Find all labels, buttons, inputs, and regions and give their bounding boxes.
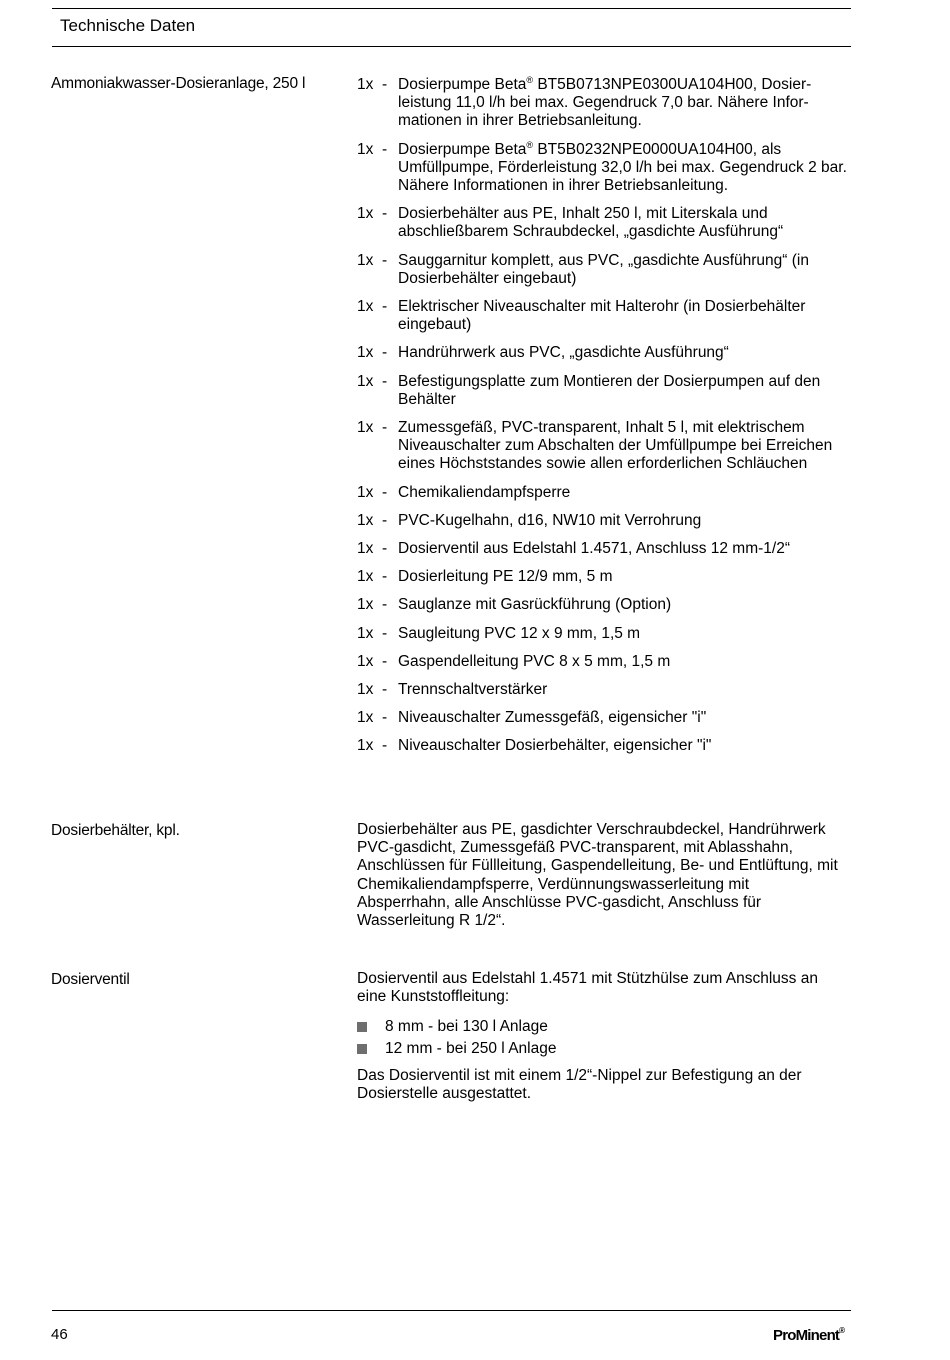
bullet-text: 8 mm - bei 130 l Anlage [385,1018,548,1035]
item-quantity: 1x [357,681,374,699]
item-text: Elektrischer Niveauschalter mit Halterohr (in Dosierbehälter eingebaut) [398,298,806,334]
section-label-anlage: Ammoniakwasser-Dosieranlage, 250 l [51,75,306,92]
square-bullet-icon [357,1022,367,1032]
ventil-bullet-list [357,1016,556,1060]
item-dash: - [382,709,388,727]
header-bottom-rule [52,46,851,47]
list-item [357,512,851,530]
item-text: Saugleitung PVC 12 x 9 mm, 1,5 m [398,624,641,642]
anlage-item-list [357,76,851,766]
item-dash: - [382,298,388,316]
item-dash: - [382,540,388,558]
bullet-text: 12 mm - bei 250 l Anlage [385,1040,557,1057]
ventil-intro: Dosierventil aus Edelstahl 1.4571 mit Stützhülse zum Anschluss an eine Kunststoffleitung: [357,970,818,1006]
list-item [357,1038,556,1060]
item-quantity: 1x [357,298,374,316]
item-text: Sauglanze mit Gasrückführung (Option) [398,596,672,614]
item-text: Niveauschalter Zumessgefäß, eigensicher "i" [398,709,707,727]
item-text: Dosierleitung PE 12/9 mm, 5 m [398,568,613,586]
list-item [357,625,851,643]
item-text: Dosierventil aus Edelstahl 1.4571, Anschluss 12 mm-1/2“ [398,540,791,558]
item-quantity: 1x [357,737,374,755]
item-quantity: 1x [357,344,374,362]
item-dash: - [382,568,388,586]
list-item [357,653,851,671]
item-quantity: 1x [357,709,374,727]
item-quantity: 1x [357,76,374,93]
item-text [398,141,851,196]
list-item [357,205,851,241]
item-quantity: 1x [357,372,374,390]
behaelter-description: Dosierbehälter aus PE, gasdichter Verschraubdeckel, Handrührwerk PVC-gasdicht, Zumessgefäß PVC-transparent, mit Ablasshahn, Anschlüssen für Füllleitung, Gaspendelleitung, Be- und Entlüftung, mit Chemikaliendampfsperre, Verdünnungswasserleitung mit Absperrhahn, alle Anschlüsse PVC-gasdicht, Anschluss für Wasserleitung R 1/2“. [357,821,838,930]
list-item [357,596,851,614]
list-item [357,709,851,727]
item-dash: - [382,624,388,642]
item-quantity: 1x [357,568,374,586]
item-text: Zumessgefäß, PVC-transparent, Inhalt 5 l, mit elektrischem Niveauschalter zum Abschalten der Umfüllpumpe bei Erreichen eines Höchststandes sowie allen erforderlichen Schläuchen [398,419,833,473]
square-bullet-icon [357,1044,367,1054]
item-dash: - [382,681,388,699]
item-text-start: Dosierpumpe Beta [398,76,527,93]
item-dash: - [382,596,388,614]
page-number: 46 [51,1326,68,1343]
item-text-start: Dosierpumpe Beta [398,140,527,158]
item-quantity: 1x [357,483,374,501]
list-item [357,484,851,502]
item-dash: - [382,419,388,437]
item-text: Gaspendelleitung PVC 8 x 5 mm, 1,5 m [398,652,671,670]
item-text [398,76,851,131]
registered-mark: ® [526,139,534,150]
list-item [357,373,851,409]
list-item [357,298,851,334]
prominent-logo [773,1327,845,1344]
item-text: Befestigungsplatte zum Montieren der Dosierpumpen auf den Behälter [398,372,821,408]
registered-mark: ® [526,75,534,85]
item-quantity: 1x [357,624,374,642]
list-item [357,419,851,474]
item-dash: - [382,251,388,269]
list-item [357,540,851,558]
list-item [357,568,851,586]
item-dash: - [382,140,388,158]
item-dash: - [382,511,388,529]
section-label-behaelter: Dosierbehälter, kpl. [51,822,180,839]
item-dash: - [382,483,388,501]
item-quantity: 1x [357,419,374,437]
footer-rule [52,1310,851,1311]
item-dash: - [382,652,388,670]
list-item [357,141,851,196]
item-dash: - [382,372,388,390]
list-item [357,76,851,131]
list-item [357,344,851,362]
list-item [357,252,851,288]
logo-registered-mark: ® [839,1326,846,1335]
item-quantity: 1x [357,540,374,558]
item-text-end: BT5B0713NPE0300UA104H00, Dosierleistung 11,0 l/h bei max. Gegendruck 7,0 bar. Nähere Informationen in ihrer Betriebsanleitung. [398,76,812,130]
item-quantity: 1x [357,251,374,269]
item-quantity: 1x [357,652,374,670]
header-top-rule [52,8,851,9]
item-text: Sauggarnitur komplett, aus PVC, „gasdichte Ausführung“ (in Dosierbehälter eingebaut) [398,251,809,287]
item-text: Dosierbehälter aus PE, Inhalt 250 l, mit Literskala und abschließbarem Schraubdeckel, „gasdichte Ausführung“ [398,205,784,241]
item-text: Chemikaliendampfsperre [398,483,571,501]
ventil-outro: Das Dosierventil ist mit einem 1/2“-Nippel zur Befestigung an der Dosierstelle ausgestattet. [357,1067,802,1103]
list-item [357,737,851,755]
item-quantity: 1x [357,140,374,158]
item-text: Handrührwerk aus PVC, „gasdichte Ausführung“ [398,344,729,362]
item-dash: - [382,76,388,93]
section-label-ventil: Dosierventil [51,971,130,988]
list-item [357,681,851,699]
logo-text: ProMinent [773,1327,840,1344]
item-text: Niveauschalter Dosierbehälter, eigensicher "i" [398,737,712,755]
item-quantity: 1x [357,596,374,614]
item-dash: - [382,205,388,223]
item-text: Trennschaltverstärker [398,681,548,699]
page-title: Technische Daten [60,16,196,35]
item-quantity: 1x [357,511,374,529]
list-item [357,1016,556,1038]
item-dash: - [382,737,388,755]
item-dash: - [382,344,388,362]
item-quantity: 1x [357,205,374,223]
item-text-end: BT5B0232NPE0000UA104H00, als Umfüllpumpe, Förderleistung 32,0 l/h bei max. Gegendruck 2 bar. Nähere Informationen in ihrer Betriebsanleitung. [398,140,847,195]
item-text: PVC-Kugelhahn, d16, NW10 mit Verrohrung [398,511,702,529]
